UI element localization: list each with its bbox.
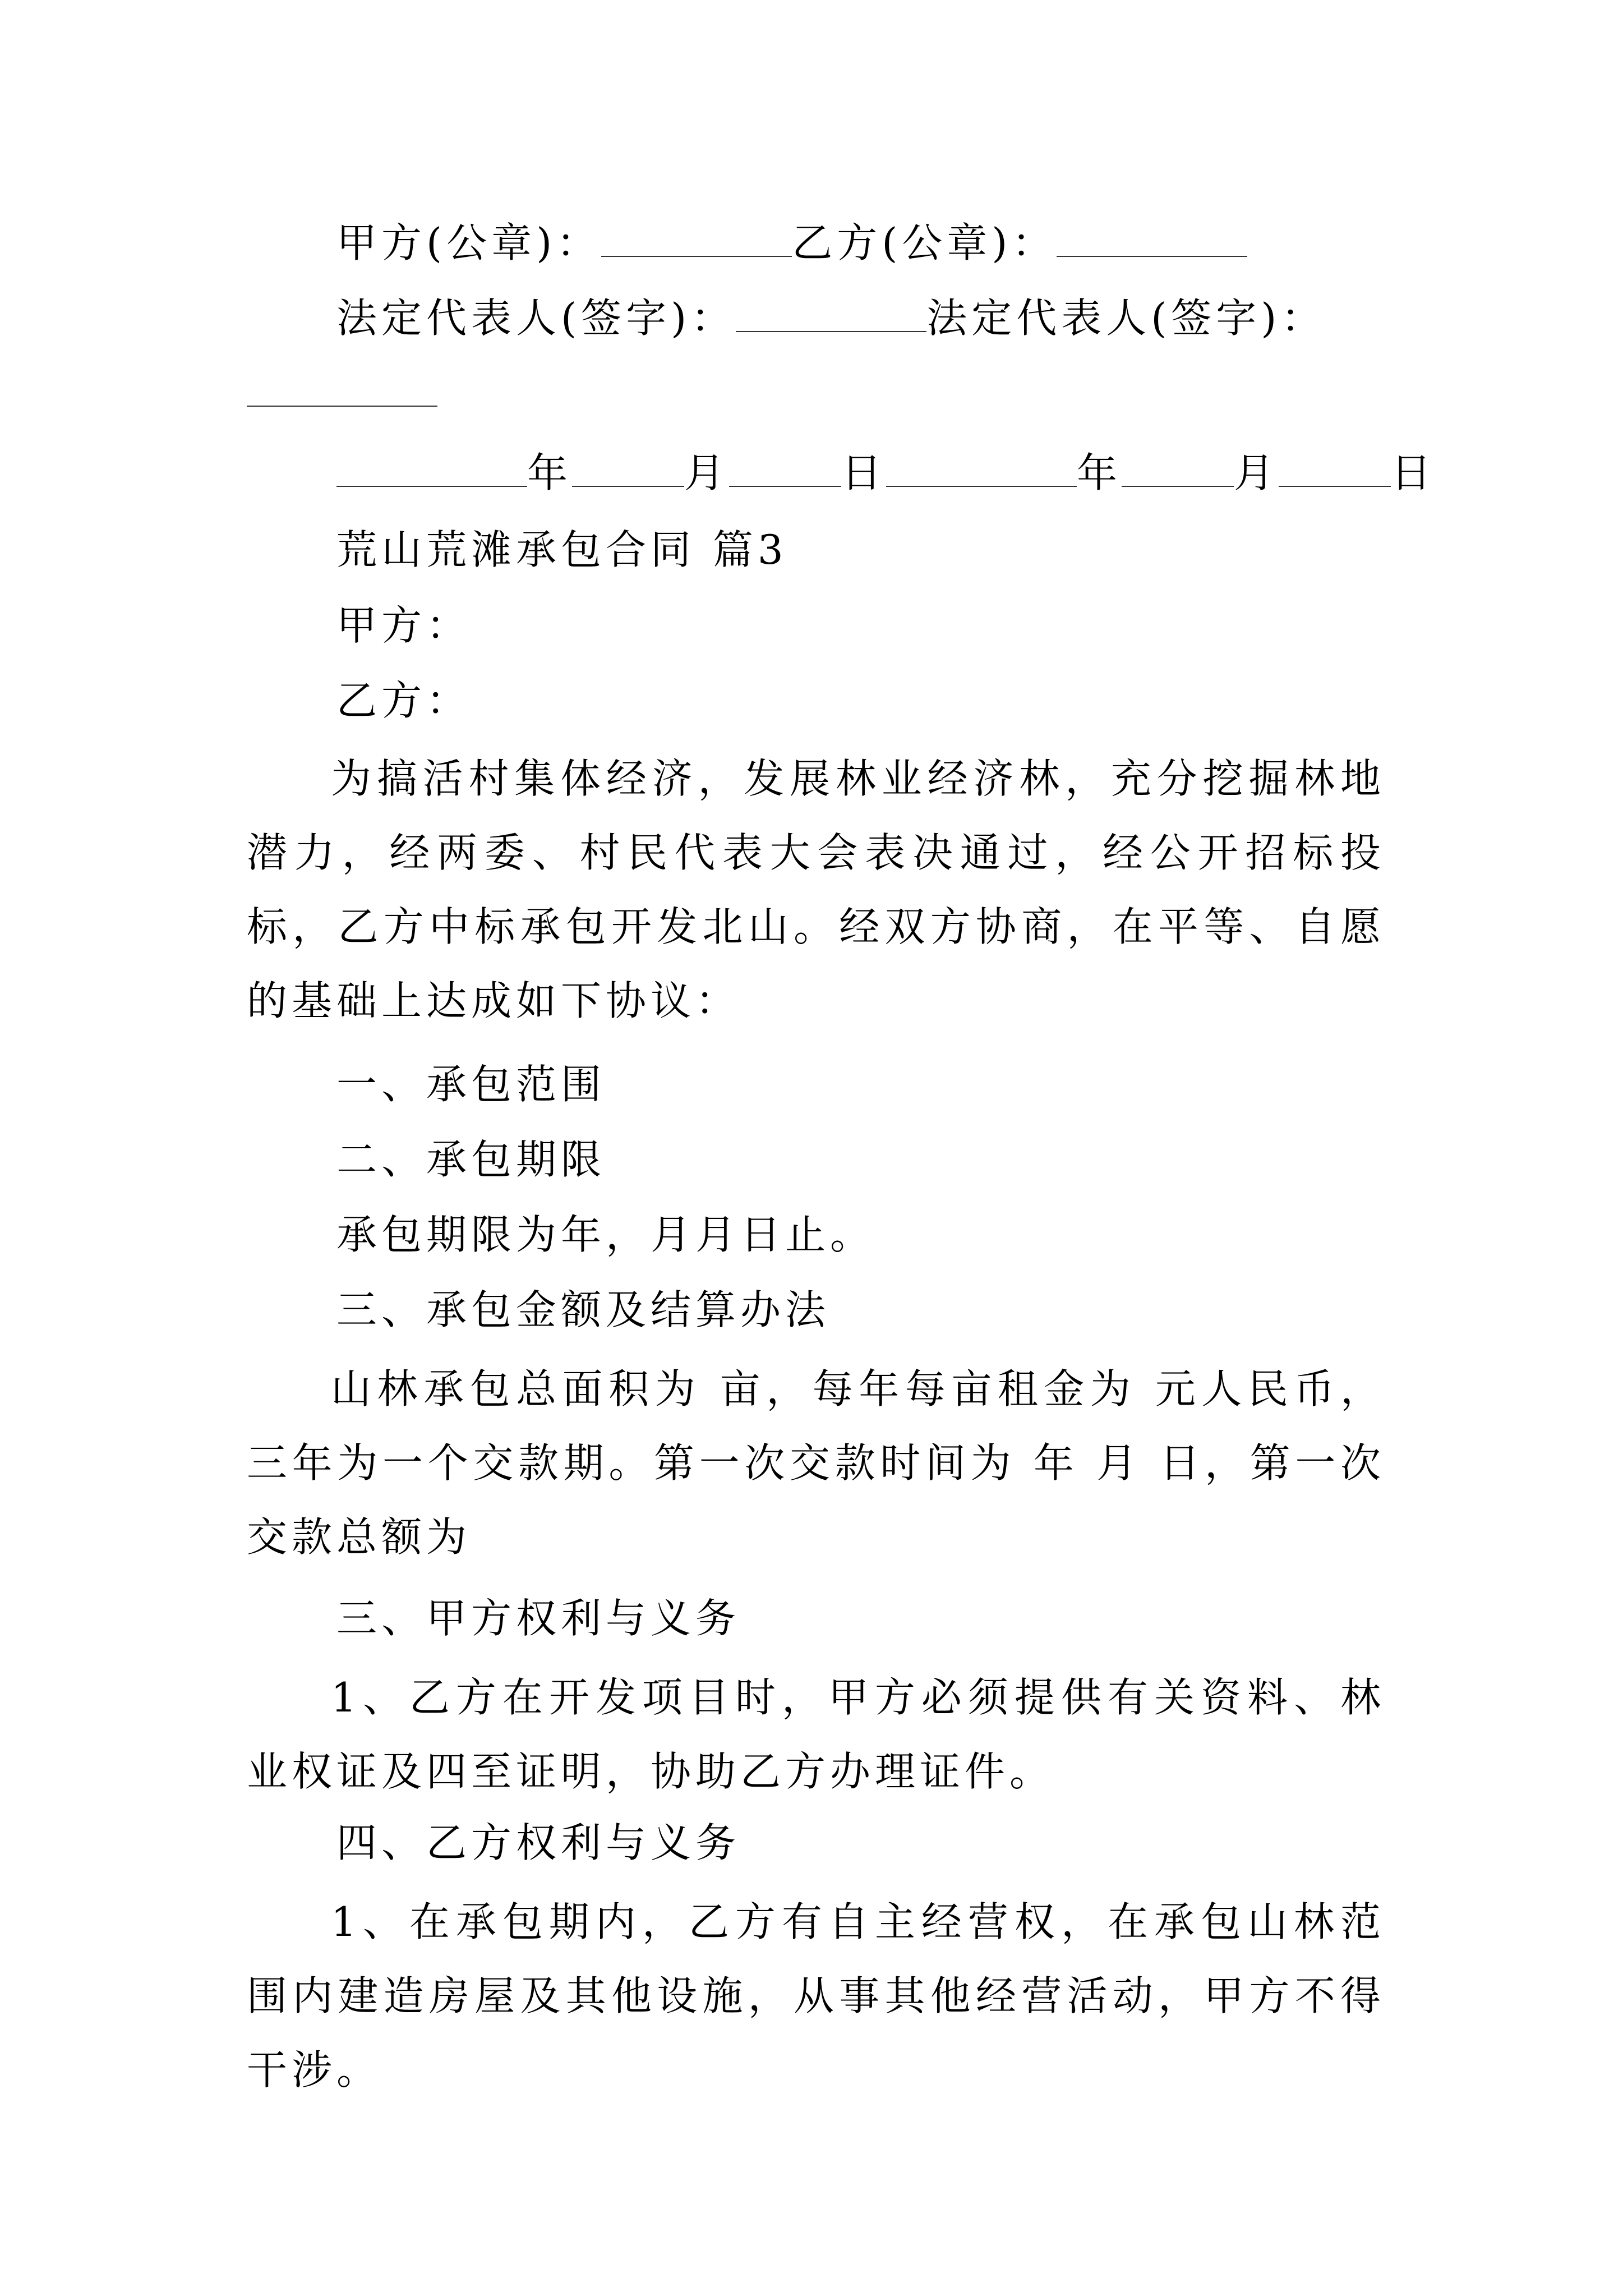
legal-rep-a-label: 法定代表人(签字)： <box>336 295 736 342</box>
section-3b-heading: 三、甲方权利与义务 <box>336 1595 741 1642</box>
party-a-seal-label: 甲方(公章)： <box>336 219 602 266</box>
party-b-line: 乙方： <box>336 677 472 724</box>
legal-rep-b-label: 法定代表人(签字)： <box>926 295 1326 342</box>
legal-rep-b-blank <box>247 369 437 407</box>
month-b-blank <box>1122 449 1234 487</box>
section-3-paragraph: 山林承包总面积为 亩，每年每亩租金为 元人民币，三年为一个交款期。第一次交款时间为 年 月 日，第一次交款总额为 <box>247 1365 1385 1561</box>
section-3b-item-1: 1、乙方在开发项目时，甲方必须提供有关资料、林业权证及四至证明，协助乙方办理证件。 <box>247 1674 1385 1795</box>
year-a-blank <box>336 449 527 487</box>
day-a-label: 日 <box>841 449 887 496</box>
contract-title: 荒山荒滩承包合同 篇3 <box>336 526 788 573</box>
month-b-label: 月 <box>1234 449 1279 496</box>
day-a-blank <box>729 449 841 487</box>
party-a-seal-blank <box>601 219 792 257</box>
section-3-heading: 三、承包金额及结算办法 <box>336 1286 831 1333</box>
party-a-line: 甲方： <box>336 602 472 649</box>
date-line <box>336 448 1475 498</box>
seal-line <box>336 218 1475 268</box>
section-4-item-1: 1、在承包期内，乙方有自主经营权，在承包山林范围内建造房屋及其他设施，从事其他经营活动，甲方不得干涉。 <box>247 1898 1385 2093</box>
legal-rep-line <box>336 293 1475 343</box>
preamble-paragraph: 为搞活村集体经济，发展林业经济林，充分挖掘林地潜力，经两委、村民代表大会表决通过，经公开招标投标，乙方中标承包开发北山。经双方协商，在平等、自愿的基础上达成如下协议： <box>247 755 1385 1024</box>
section-2-heading: 二、承包期限 <box>336 1136 606 1183</box>
legal-rep-a-blank <box>736 294 926 332</box>
section-1-heading: 一、承包范围 <box>336 1061 606 1108</box>
day-b-label: 日 <box>1391 449 1436 496</box>
section-4-heading: 四、乙方权利与义务 <box>336 1819 741 1866</box>
year-a-label: 年 <box>527 449 573 496</box>
legal-rep-b-blank-line <box>247 367 1385 418</box>
party-b-seal-blank <box>1057 219 1247 257</box>
month-a-label: 月 <box>684 449 730 496</box>
day-b-blank <box>1279 449 1391 487</box>
party-b-seal-label: 乙方(公章)： <box>792 219 1057 266</box>
month-a-blank <box>572 449 684 487</box>
year-b-label: 年 <box>1077 449 1122 496</box>
year-b-blank <box>886 449 1077 487</box>
section-2-text: 承包期限为年，月月日止。 <box>336 1211 875 1258</box>
